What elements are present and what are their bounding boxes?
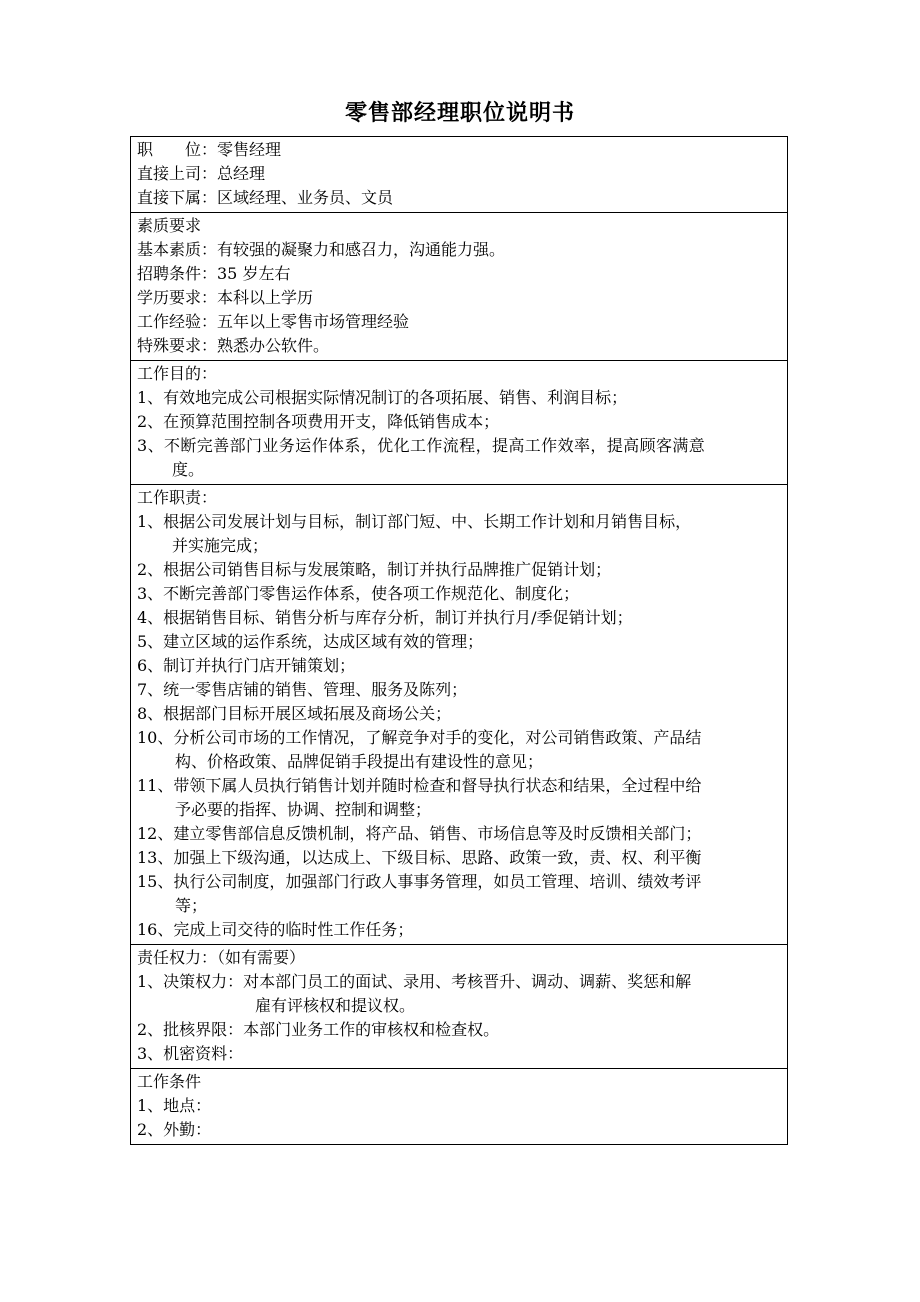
purpose-item [137, 434, 781, 482]
requirement-item: 特殊要求：熟悉办公软件。 [137, 336, 330, 355]
supervisor-line: 直接上司：总经理 [137, 164, 266, 183]
position-line: 职 位：零售经理 [137, 140, 282, 159]
quality-requirements-section [131, 212, 787, 360]
item-text: 3、不断完善部门业务运作体系，优化工作流程，提高工作效率，提高顾客满意 [137, 436, 706, 455]
authority-item [137, 1018, 781, 1042]
item-text: 7、统一零售店铺的销售、管理、服务及陈列； [137, 680, 468, 699]
section-heading: 工作条件 [137, 1072, 202, 1091]
item-text-continued: 并实施完成； [172, 536, 269, 555]
duty-item [137, 702, 781, 726]
duty-item [137, 654, 781, 678]
item-text: 1、根据公司发展计划与目标，制订部门短、中、长期工作计划和月销售目标， [137, 512, 692, 531]
item-text-continued: 等； [175, 896, 208, 915]
requirement-item: 工作经验：五年以上零售市场管理经验 [137, 312, 410, 331]
duty-item [137, 822, 781, 846]
item-text: 2、根据公司销售目标与发展策略，制订并执行品牌推广促销计划； [137, 560, 612, 579]
authority-item [137, 970, 781, 1018]
item-text: 11、带领下属人员执行销售计划并随时检查和督导执行状态和结果，全过程中给 [137, 776, 702, 795]
subordinates-line: 直接下属：区域经理、业务员、文员 [137, 188, 394, 207]
item-text: 6、制订并执行门店开铺策划； [137, 656, 356, 675]
document-title: 零售部经理职位说明书 [344, 101, 575, 126]
duty-item [137, 558, 781, 582]
duty-item [137, 918, 781, 942]
item-text: 2、批核界限：本部门业务工作的审核权和检查权。 [137, 1020, 500, 1039]
duty-item [137, 870, 781, 918]
requirement-item: 招聘条件：35 岁左右 [137, 264, 291, 283]
duty-item [137, 846, 781, 870]
duty-item [137, 510, 781, 558]
section-heading: 素质要求 [137, 216, 202, 235]
item-text: 4、根据销售目标、销售分析与库存分析，制订并执行月/季促销计划； [137, 608, 633, 627]
item-text: 13、加强上下级沟通，以达成上、下级目标、思路、政策一致，责、权、利平衡 [137, 848, 702, 867]
section-heading: 工作职责： [137, 488, 218, 507]
authority-item [137, 1042, 781, 1066]
condition-item: 2、外勤： [137, 1120, 212, 1139]
item-text: 5、建立区域的运作系统，达成区域有效的管理； [137, 632, 484, 651]
item-text: 12、建立零售部信息反馈机制，将产品、销售、市场信息等及时反馈相关部门； [137, 824, 702, 843]
condition-item: 1、地点： [137, 1096, 212, 1115]
duty-item [137, 630, 781, 654]
section-heading: 工作目的： [137, 364, 218, 383]
item-text: 2、在预算范围控制各项费用开支，降低销售成本； [137, 412, 500, 431]
item-text: 10、分析公司市场的工作情况，了解竞争对手的变化，对公司销售政策、产品结 [137, 728, 702, 747]
purpose-item [137, 386, 781, 410]
requirement-item: 学历要求：本科以上学历 [137, 288, 314, 307]
duty-item [137, 678, 781, 702]
item-text-continued: 构、价格政策、品牌促销手段提出有建设性的意见； [175, 752, 544, 771]
duty-item [137, 582, 781, 606]
item-text-continued: 予必要的指挥、协调、控制和调整； [175, 800, 432, 819]
item-text: 15、执行公司制度，加强部门行政人事事务管理，如员工管理、培训、绩效考评 [137, 872, 702, 891]
purpose-item [137, 410, 781, 434]
duty-item [137, 774, 781, 822]
job-description-table [130, 136, 788, 1145]
work-purpose-section [131, 360, 787, 484]
authority-section [131, 944, 787, 1068]
work-conditions-section [131, 1068, 787, 1144]
item-text: 3、不断完善部门零售运作体系，使各项工作规范化、制度化； [137, 584, 580, 603]
work-duties-section [131, 484, 787, 944]
duty-item [137, 726, 781, 774]
item-text: 8、根据部门目标开展区域拓展及商场公关； [137, 704, 452, 723]
item-text-continued: 度。 [172, 460, 205, 479]
item-text-continued: 雇有评核权和提议权。 [255, 996, 416, 1015]
item-text: 1、有效地完成公司根据实际情况制订的各项拓展、销售、利润目标； [137, 388, 628, 407]
duty-item [137, 606, 781, 630]
item-text: 3、机密资料： [137, 1044, 244, 1063]
basic-info-section [131, 137, 787, 212]
requirement-item: 基本素质：有较强的凝聚力和感召力，沟通能力强。 [137, 240, 506, 259]
item-text: 16、完成上司交待的临时性工作任务； [137, 920, 414, 939]
section-heading: 责任权力：（如有需要） [137, 948, 306, 967]
item-text: 1、决策权力：对本部门员工的面试、录用、考核晋升、调动、调薪、奖惩和解 [137, 972, 692, 991]
